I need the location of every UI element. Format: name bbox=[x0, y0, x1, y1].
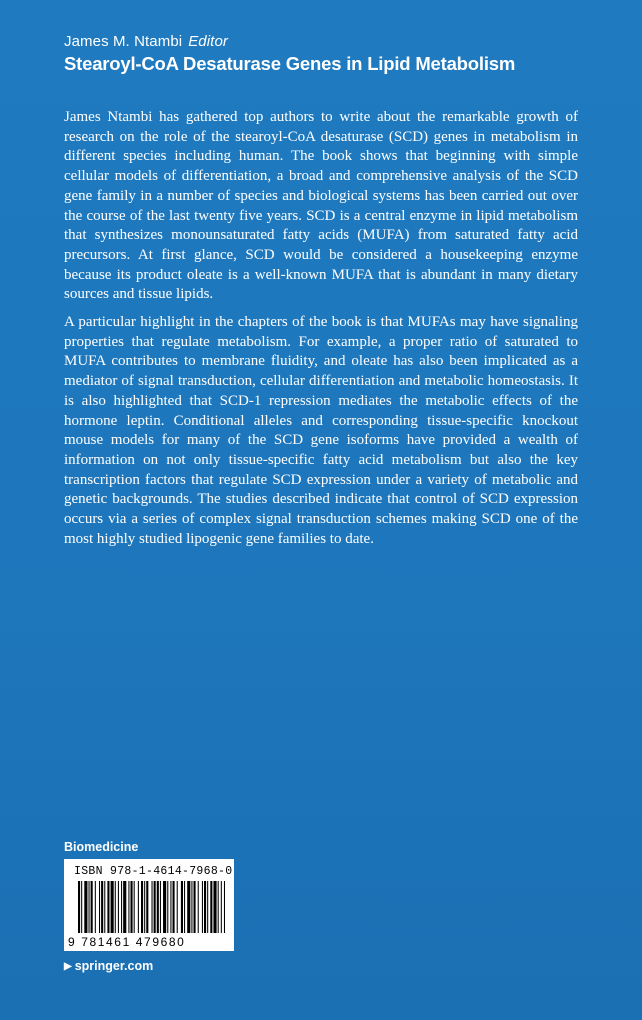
blurb-paragraph: James Ntambi has gathered top authors to write about the remarkable growth of research on the role of the stearoyl-CoA desaturase (SCD) genes in metabolism in different species including human. The book shows that beginning with simple cellular models of differentiation, a broad and comprehensive analysis of the SCD gene family in a number of species and biological systems has been carried out over the course of the last twenty five years. SCD is a central enzyme in lipid metabolism that synthesizes monounsaturated fatty acids (MUFA) from saturated fatty acid precursors. At first glance, SCD would be considered a housekeeping enzyme because its product oleate is a well-known MUFA that is abundant in many dietary sources and tissue lipids. bbox=[64, 109, 578, 303]
website-text: springer.com bbox=[74, 959, 154, 973]
category-label: Biomedicine bbox=[64, 840, 139, 854]
barcode-box bbox=[64, 859, 234, 951]
editor-name: James M. Ntambi bbox=[64, 33, 183, 50]
blurb-paragraph: A particular highlight in the chapters of the book is that MUFAs may have signaling properties that regulate metabolism. For example, a proper ratio of saturated to MUFA contributes to membrane fluidity, and oleate has also been implicated as a mediator of signal transduction, cellular differentiation and metabolic homeostasis. It is also highlighted that SCD-1 repression mediates the metabolic effects of the hormone leptin. Conditional alleles and corresponding tissue-specific knockout mouse models for many of the SCD gene isoforms have provided a wealth of information on not only tissue-specific fatty acid metabolism but also the key transcription factors that regulate SCD expression under a variety of metabolic and genetic backgrounds. The studies described indicate that control of SCD expression occurs via a series of complex signal transduction schemes making SCD one of the most highly studied lipogenic gene families to date. bbox=[64, 314, 578, 547]
book-title: Stearoyl-CoA Desaturase Genes in Lipid Metabolism bbox=[64, 53, 516, 74]
barcode-bars bbox=[78, 881, 226, 933]
blurb bbox=[64, 108, 578, 557]
editor-role: Editor bbox=[188, 33, 228, 50]
barcode-digits: 9 781461 479680 bbox=[68, 935, 186, 949]
website-link[interactable] bbox=[64, 959, 153, 973]
arrow-right-icon: ▶ bbox=[64, 960, 72, 972]
editor-line bbox=[64, 33, 228, 50]
isbn-text: ISBN 978-1-4614-7968-0 bbox=[74, 865, 233, 878]
